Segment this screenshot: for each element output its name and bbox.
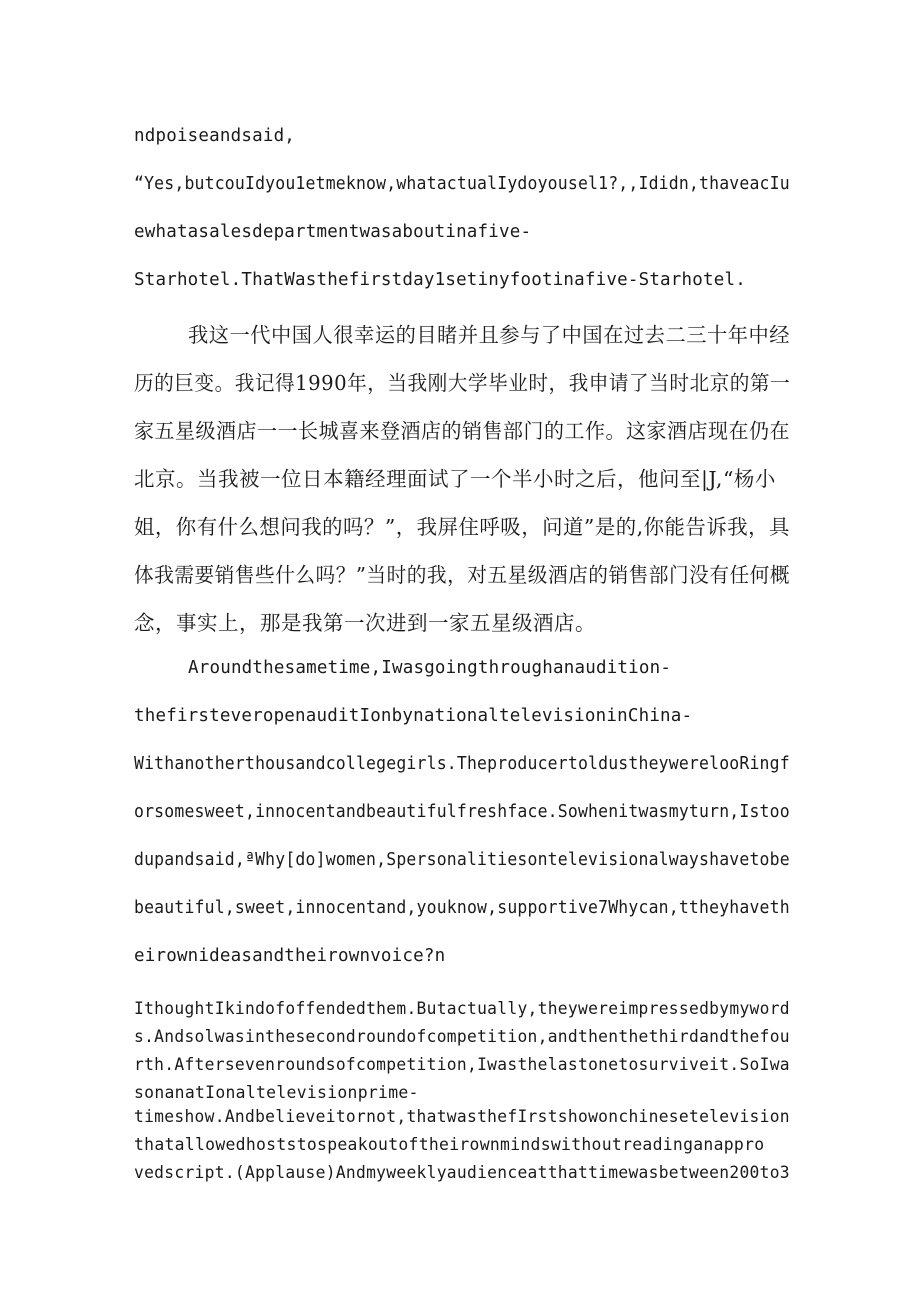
- text-line: eirownideasandtheirownvoice?n: [134, 946, 446, 966]
- text-line: timeshow.Andbelieveitornot,thatwasthefIrstshowonchinesetelevision: [134, 1107, 790, 1126]
- text-line: IthoughtIkindofoffendedthem.Butactually,theywereimpressedbymyword: [134, 999, 790, 1018]
- text-line: “Yes,butcouIdyou1etmeknow,whatactualIydoyousel1?,,Ididn,thaveacIu: [134, 174, 790, 194]
- text-line: orsomesweet,innocentandbeautifulfreshface.Sowhenitwasmyturn,Istoo: [134, 802, 790, 822]
- text-line: Withanotherthousandcollegegirls.TheproducertoldustheywerelooRingf: [134, 754, 790, 774]
- text-line: 体我需要销售些什么吗？”当时的我，对五星级酒店的销售部门没有任何概: [134, 563, 791, 587]
- text-line: 念，事实上，那是我第一次进到一家五星级酒店。: [134, 611, 596, 635]
- text-line: beautiful,sweet,innocentand,youknow,supportive7Whycan,ttheyhaveth: [134, 898, 790, 918]
- text-line: vedscript.(Applause)Andmyweeklyaudienceatthattimewasbetween200to3: [134, 1163, 790, 1182]
- text-line: Starhotel.ThatWasthefirstday1setinyfootinafive-Starhotel.: [134, 270, 746, 290]
- text-line: dupandsaid,ªWhy[do]women,Spersonalitiesontelevisionalwayshavetobe: [134, 850, 790, 870]
- text-line: 家五星级酒店一一长城喜来登酒店的销售部门的工作。这家酒店现在仍在: [134, 419, 791, 443]
- text-line: thatallowedhoststospeakoutoftheirownmindswithoutreadinganappro: [134, 1135, 765, 1154]
- text-line: sonanatIonaltelevisionprime-: [134, 1083, 419, 1102]
- text-line: ndpoiseandsaid,: [134, 126, 296, 146]
- text-line: s.Andsolwasinthesecondroundofcompetition,andthenthethirdandthefou: [134, 1027, 790, 1046]
- text-line: 历的巨变。我记得1990年，当我刚大学毕业时，我申请了当时北京的第一: [134, 371, 791, 395]
- text-line: ewhatasalesdepartmentwasaboutinafive-: [134, 222, 532, 242]
- text-line: 北京。当我被一位日本籍经理面试了一个半小时之后，他问至|J,“杨小: [134, 467, 776, 491]
- text-line: 姐，你有什么想问我的吗？”，我屏住呼吸，问道”是的,你能告诉我，具: [134, 515, 790, 539]
- text-line: 我这一代中国人很幸运的目睹并且参与了中国在过去二三十年中经: [188, 323, 790, 347]
- text-line: thefirsteveropenauditIonbynationaltelevisioninChina-: [134, 706, 693, 726]
- text-line: rth.Aftersevenroundsofcompetition,Iwasthelastonetosurviveit.SoIwa: [134, 1055, 790, 1074]
- text-line: Aroundthesametime,Iwasgoingthroughanaudition-: [188, 658, 672, 678]
